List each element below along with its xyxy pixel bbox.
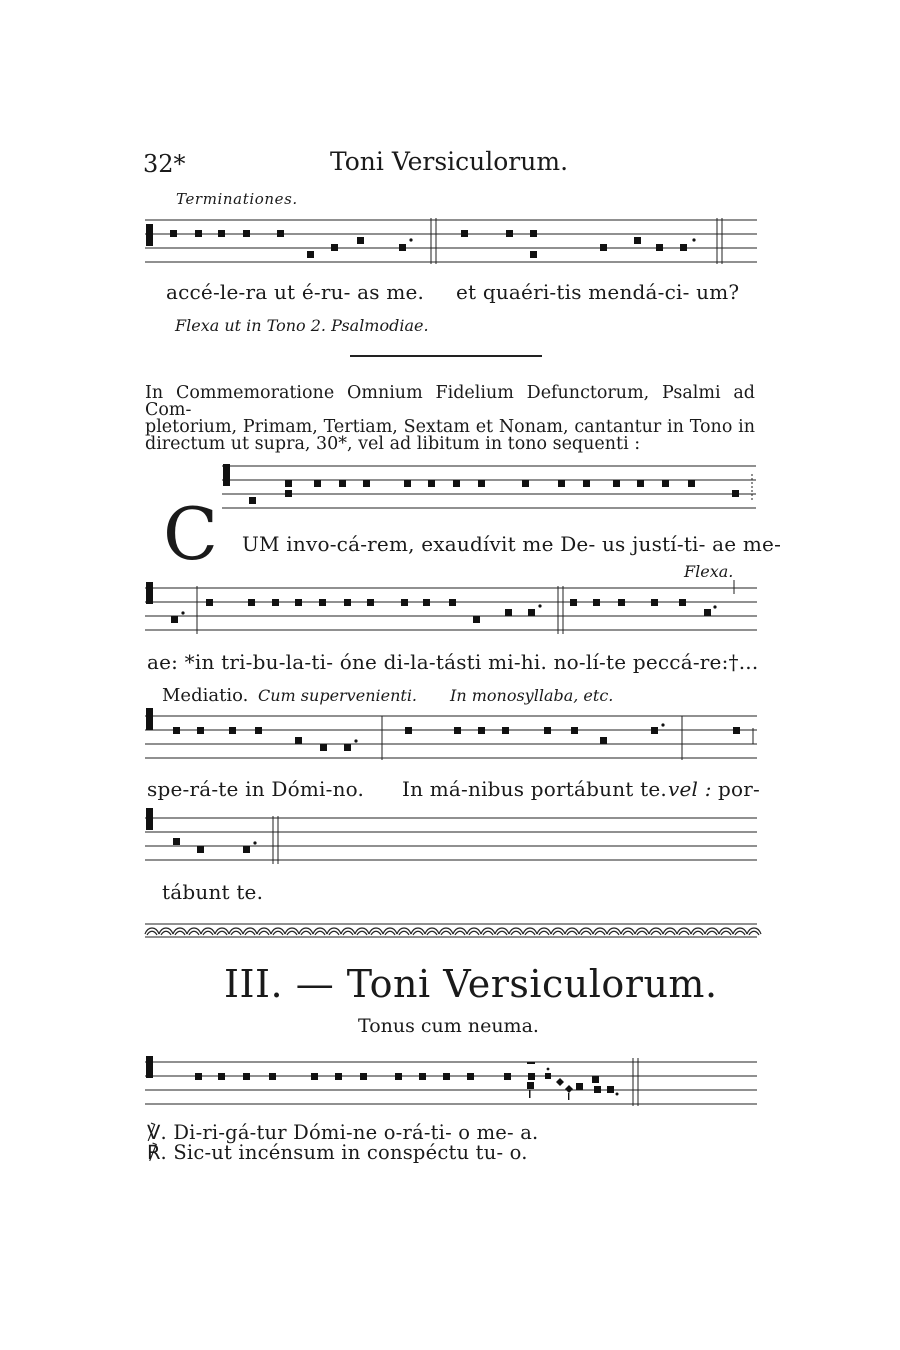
ornament-loop xyxy=(341,928,355,935)
ornament-loop xyxy=(299,928,313,935)
ornament-loop xyxy=(369,928,383,935)
vel-label: vel : xyxy=(668,777,712,801)
ornament-loop xyxy=(719,928,733,935)
terminationes-lyric-b: et quaéri-tis mendá-ci- um? xyxy=(456,280,740,304)
chant-lyric-4: tábunt te. xyxy=(162,880,264,904)
staff-chant-1 xyxy=(222,458,756,520)
ornament-loop xyxy=(607,928,621,935)
ornament-loop xyxy=(509,928,523,935)
rubric-paragraph xyxy=(145,385,755,453)
terminationes-label: Terminationes. xyxy=(176,190,298,208)
ornament-loop xyxy=(327,928,341,935)
ornament-loop xyxy=(705,928,719,935)
section-title: III. — Toni Versiculorum. xyxy=(224,962,718,1006)
ornament-loop xyxy=(593,928,607,935)
ornament-loop xyxy=(425,928,439,935)
ornament-loop xyxy=(537,928,551,935)
ornament-loop xyxy=(635,928,649,935)
chant-lyric-3c: por- xyxy=(718,777,760,801)
ornament-loop xyxy=(411,928,425,935)
ornamental-border xyxy=(145,922,757,940)
ornament-loop xyxy=(243,928,257,935)
ornament-loop xyxy=(747,928,761,935)
drop-cap: C xyxy=(163,492,219,576)
ornament-loop xyxy=(551,928,565,935)
staff-chant-4-svg xyxy=(145,808,757,868)
ornament-loop xyxy=(621,928,635,935)
staff-chant-4 xyxy=(145,808,757,868)
flexa-note: Flexa ut in Tono 2. Psalmodiae. xyxy=(175,316,429,335)
ornament-loop xyxy=(523,928,537,935)
ornament-loop xyxy=(467,928,481,935)
ornament-loop xyxy=(271,928,285,935)
cum-supervenienti-label: Cum supervenienti. xyxy=(258,686,418,705)
staff-chant-2-svg xyxy=(145,580,757,640)
versicle-line: ℣. Di-ri-gá-tur Dómi-ne o-rá-ti- o me- a. xyxy=(147,1121,539,1144)
ornament-loop xyxy=(495,928,509,935)
terminationes-lyric-a: accé-le-ra ut é-ru- as me. xyxy=(166,280,425,304)
ornament-loop xyxy=(257,928,271,935)
monosyllaba-label: In monosyllaba, etc. xyxy=(450,686,614,705)
mediatio-label: Mediatio. xyxy=(162,685,249,706)
rubric-line-2: pletorium, Primam, Tertiam, Sextam et Nonam, cantantur in Tono in xyxy=(145,417,755,437)
staff-chant-5-svg xyxy=(145,1054,757,1114)
ornament-loop xyxy=(313,928,327,935)
ornament-loop xyxy=(439,928,453,935)
ornament-loop xyxy=(663,928,677,935)
ornament-loop xyxy=(229,928,243,935)
ornamental-border-svg xyxy=(145,922,757,940)
ornament-loop xyxy=(677,928,691,935)
ornament-loop xyxy=(691,928,705,935)
ornament-loop xyxy=(649,928,663,935)
staff-chant-3-svg xyxy=(145,708,757,768)
chant-lyric-3b: In má-nibus portábunt te. xyxy=(402,777,667,801)
ornament-loop xyxy=(733,928,747,935)
ornament-loop xyxy=(215,928,229,935)
staff-chant-5 xyxy=(145,1054,757,1114)
ornament-loop xyxy=(453,928,467,935)
staff-chant-1-svg xyxy=(222,458,756,520)
ornament-loop xyxy=(285,928,299,935)
ornament-loop xyxy=(355,928,369,935)
ornament-loop xyxy=(397,928,411,935)
ornament-loop xyxy=(565,928,579,935)
ornament-loop xyxy=(481,928,495,935)
rubric-line-1: In Commemoratione Omnium Fidelium Defunctorum, Psalmi ad Com- xyxy=(145,383,755,420)
page-number: 32* xyxy=(143,150,186,178)
ornament-loop xyxy=(187,928,201,935)
ornament-loop xyxy=(383,928,397,935)
flexa-label: Flexa. xyxy=(684,562,734,581)
chant-lyric-3a: spe-rá-te in Dómi-no. xyxy=(147,777,365,801)
chant-lyric-2: ae: *in tri-bu-la-ti- óne di-la-tásti mi-hi. no-lí-te peccá-re:†... xyxy=(147,650,759,674)
ornament-loop xyxy=(159,928,173,935)
section-subtitle: Tonus cum neuma. xyxy=(358,1015,539,1037)
staff-terminationes-svg xyxy=(145,212,757,272)
ornament-loop xyxy=(145,928,159,935)
ornament-loop xyxy=(173,928,187,935)
rubric-line-3: directum ut supra, 30*, vel ad libitum in tono sequenti : xyxy=(145,434,641,454)
chant-lyric-1: UM invo-cá-rem, exaudívit me De- us justí-ti- ae me- xyxy=(242,532,782,556)
section-divider xyxy=(350,355,542,357)
ornament-loop xyxy=(201,928,215,935)
response-line: ℟. Sic-ut incénsum in conspéctu tu- o. xyxy=(147,1141,528,1164)
ornament-loop xyxy=(579,928,593,935)
staff-chant-3 xyxy=(145,708,757,768)
staff-chant-2 xyxy=(145,580,757,640)
staff-terminationes xyxy=(145,212,757,272)
page-header-title: Toni Versiculorum. xyxy=(330,147,569,176)
